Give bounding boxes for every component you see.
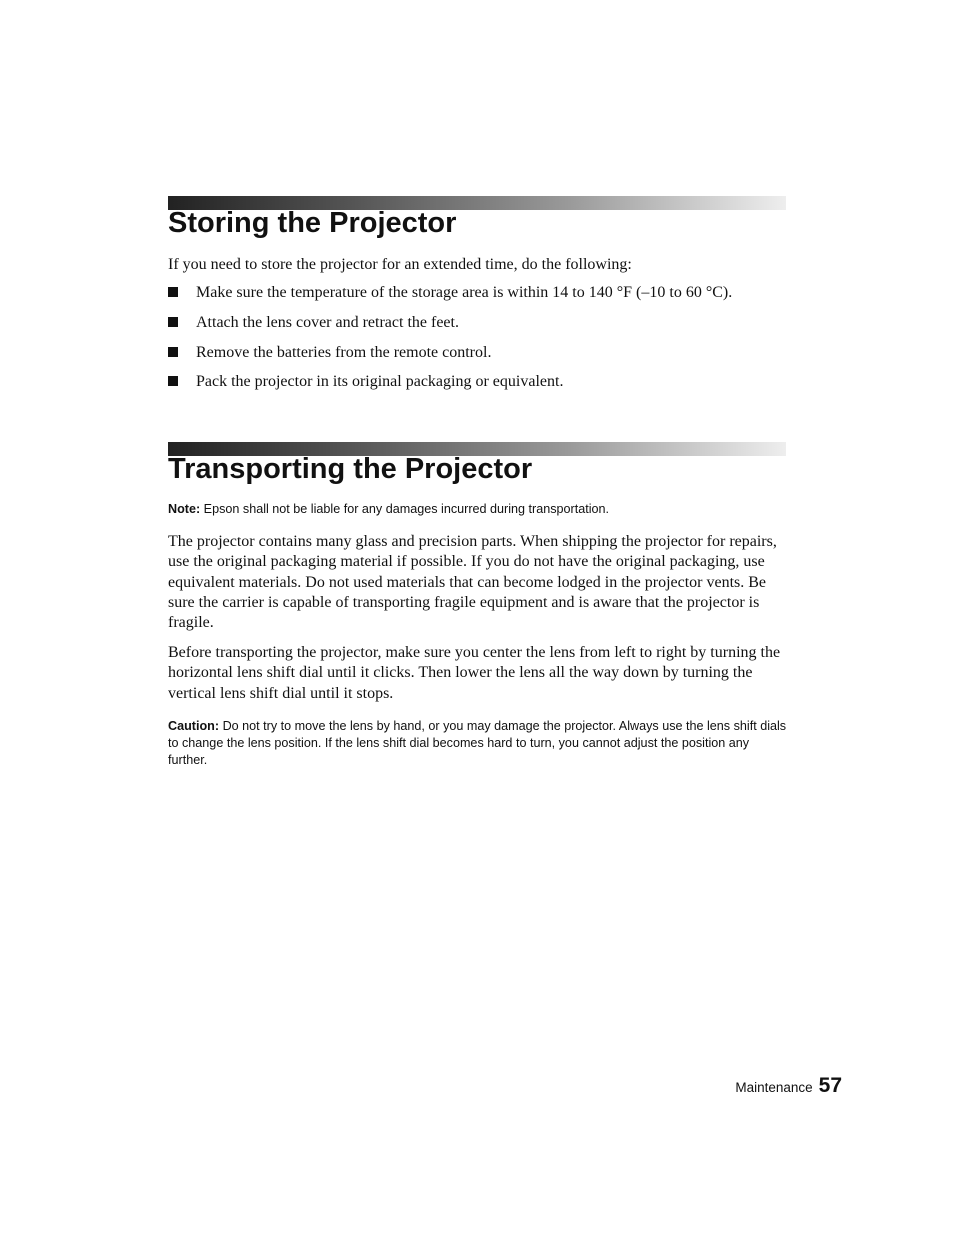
storing-list <box>168 284 788 403</box>
page-number: 57 <box>818 1074 842 1097</box>
page-footer <box>735 1074 842 1098</box>
square-bullet-icon <box>168 317 178 327</box>
storing-title: Storing the Projector <box>168 207 457 239</box>
square-bullet-icon <box>168 287 178 297</box>
storing-intro: If you need to store the projector for an extended time, do the following: <box>168 256 632 273</box>
caution-label: Caution: <box>168 719 220 733</box>
list-item-text: Pack the projector in its original packaging or equivalent. <box>196 373 564 391</box>
footer-section-name: Maintenance <box>735 1080 813 1095</box>
transporting-paragraph-1: The projector contains many glass and precision parts. When shipping the projector for repairs, use the original packaging material if possible. If you do not have the original packaging, use equivalent materials. Do not used materials that can become lodged in the projector vents. Be sure the carrier is capable of transporting fragile equipment and is aware that the projector is fragile. <box>168 533 777 632</box>
square-bullet-icon <box>168 347 178 357</box>
transporting-paragraph-2: Before transporting the projector, make sure you center the lens from left to right by turning the horizontal lens shift dial until it clicks. Then lower the lens all the way down by turning the vertical lens shift dial until it stops. <box>168 644 781 702</box>
note-text: Epson shall not be liable for any damages incurred during transportation. <box>200 502 610 516</box>
list-item-text: Attach the lens cover and retract the feet. <box>196 313 459 331</box>
list-item <box>168 373 788 403</box>
transporting-title: Transporting the Projector <box>168 453 533 485</box>
note <box>168 501 788 518</box>
caution-text: Do not try to move the lens by hand, or you may damage the projector. Always use the lens shift dials to change the lens position. If the lens shift dial becomes hard to turn, you cannot adjust the position any further. <box>168 719 787 767</box>
square-bullet-icon <box>168 376 178 386</box>
note-label: Note: <box>168 502 201 516</box>
list-item <box>168 284 788 314</box>
list-item <box>168 344 788 374</box>
list-item <box>168 314 788 344</box>
caution <box>168 718 788 769</box>
list-item-text: Remove the batteries from the remote control. <box>196 343 492 361</box>
list-item-text: Make sure the temperature of the storage area is within 14 to 140 °F (–10 to 60 °C). <box>196 284 733 301</box>
